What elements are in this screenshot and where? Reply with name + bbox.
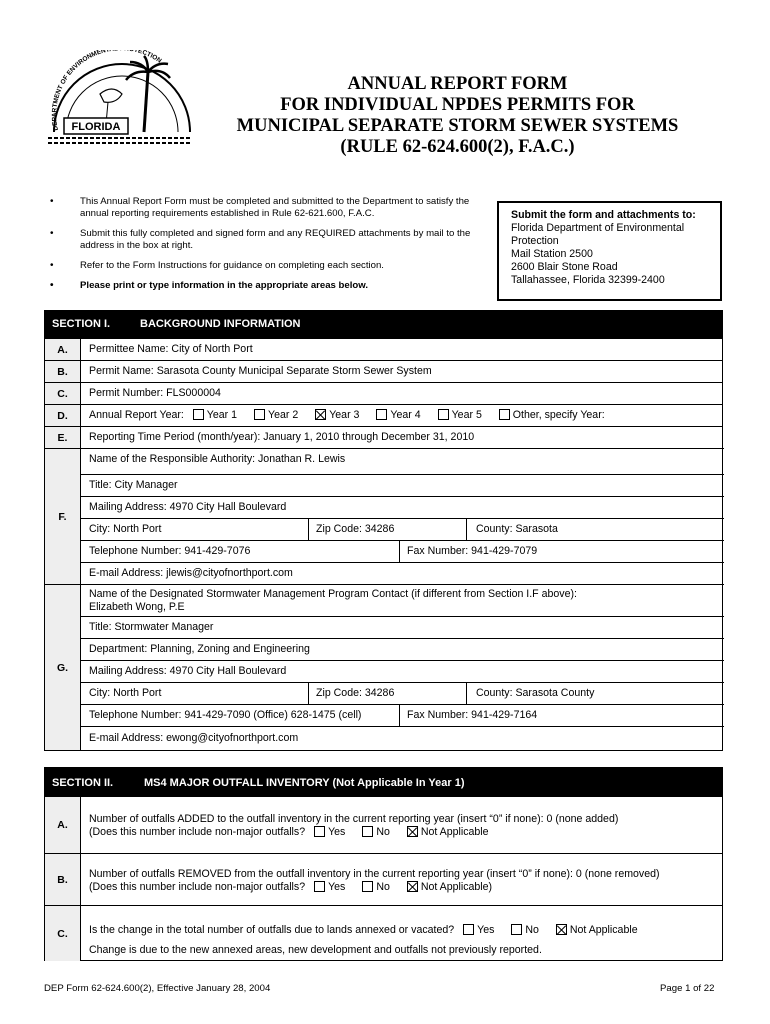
responsible-authority-field[interactable]: Name of the Responsible Authority: Jonathan R. Lewis	[89, 453, 346, 465]
row-2a	[45, 797, 722, 853]
year-1-checkbox[interactable]	[193, 409, 204, 420]
outfalls-removed-field[interactable]: Number of outfalls REMOVED from the outfall inventory in the current reporting year (insert “0” if none): 0 (none removed) (Does this number include non-major outfalls? Yes No Not Applicable)	[89, 868, 660, 893]
year-3-checkbox[interactable]	[315, 409, 326, 420]
g-phone-field[interactable]: Telephone Number: 941-429-7090 (Office) 628-1475 (cell)	[89, 709, 362, 721]
row-label: B.	[45, 854, 81, 905]
row-label: A.	[45, 797, 81, 853]
f-fax-field[interactable]: Fax Number: 941-429-7079	[407, 545, 538, 557]
submit-line: Protection	[511, 235, 559, 247]
row-2b	[45, 853, 722, 905]
row-d	[45, 404, 722, 426]
section-2-table	[44, 797, 723, 961]
g-city-row	[81, 682, 724, 704]
f-city-row	[81, 518, 724, 540]
row-label: B.	[45, 361, 81, 382]
annual-report-year-field: Annual Report Year: Year 1 Year 2 Year 3 Year 4 Year 5 Other, specify Year:	[89, 409, 605, 421]
logo-arc-text: DEPARTMENT OF ENVIRONMENT TECTION	[51, 50, 163, 132]
f-phone-field[interactable]: Telephone Number: 941-429-7076	[89, 545, 251, 557]
year-2-checkbox[interactable]	[254, 409, 265, 420]
outfalls-change-field[interactable]: Is the change in the total number of outfalls due to lands annexed or vacated? Yes No Not Applicable Change is due to the new annexed areas, new development and outfalls not previously reported.	[89, 924, 638, 956]
row-c	[45, 382, 722, 404]
row-label: D.	[45, 405, 81, 426]
2b-na-checkbox[interactable]	[407, 881, 418, 892]
g-zip-field[interactable]: Zip Code: 34286	[316, 687, 395, 699]
2a-no-checkbox[interactable]	[362, 826, 373, 837]
submit-heading: Submit the form and attachments to:	[511, 209, 696, 221]
section-1-header	[44, 310, 723, 338]
g-city-field[interactable]: City: North Port	[89, 687, 162, 699]
logo-florida-text: FLORIDA	[71, 121, 121, 133]
group-label: G.	[45, 584, 81, 750]
f-title-row	[81, 474, 724, 496]
instruction-item: • Submit this fully completed and signed form and any REQUIRED attachments by mail to the address in the box at right.	[50, 228, 471, 251]
row-label: A.	[45, 339, 81, 360]
f-mailing-address-field[interactable]: Mailing Address: 4970 City Hall Boulevard	[89, 501, 287, 513]
g-mailing-address-field[interactable]: Mailing Address: 4970 City Hall Boulevard	[89, 665, 287, 677]
submit-line: 2600 Blair Stone Road	[511, 261, 618, 273]
row-a	[45, 338, 722, 360]
section-2-header	[44, 767, 723, 797]
g-title-row	[81, 616, 724, 638]
f-email-field[interactable]: E-mail Address: jlewis@cityofnorthport.com	[89, 567, 293, 579]
instructions-list	[44, 196, 484, 298]
g-email-field[interactable]: E-mail Address: ewong@cityofnorthport.com	[89, 732, 299, 744]
2c-na-checkbox[interactable]	[556, 924, 567, 935]
f-phone-row	[81, 540, 724, 562]
title-line-1: ANNUAL REPORT FORM	[347, 74, 568, 94]
g-dept-row	[81, 638, 724, 660]
footer-page-number: Page 1 of 22	[660, 983, 715, 994]
row-e	[45, 426, 722, 448]
title-line-4: (RULE 62-624.600(2), F.A.C.)	[340, 137, 575, 157]
instruction-item: • This Annual Report Form must be completed and submitted to the Department to satisfy the annual reporting requirements established in Rule 62-621.600, F.A.C.	[50, 196, 470, 219]
section-2-number: SECTION II.	[52, 777, 114, 789]
year-4-checkbox[interactable]	[376, 409, 387, 420]
2b-yes-checkbox[interactable]	[314, 881, 325, 892]
permit-name-field[interactable]: Permit Name: Sarasota County Municipal Separate Storm Sewer System	[89, 365, 432, 377]
2a-yes-checkbox[interactable]	[314, 826, 325, 837]
group-label: F.	[45, 448, 81, 584]
g-phone-row	[81, 704, 724, 726]
section-2-title: MS4 MAJOR OUTFALL INVENTORY (Not Applicable In Year 1)	[144, 777, 465, 789]
other-year-checkbox[interactable]	[499, 409, 510, 420]
permit-number-field[interactable]: Permit Number: FLS000004	[89, 387, 221, 399]
g-county-field[interactable]: County: Sarasota County	[476, 687, 595, 699]
g-title-field[interactable]: Title: Stormwater Manager	[89, 621, 214, 633]
outfalls-added-field[interactable]: Number of outfalls ADDED to the outfall inventory in the current reporting year (insert “0” if none): 0 (none added) (Does this number include non-major outfalls? Yes No Not Applicable	[89, 813, 619, 838]
footer-form-id: DEP Form 62-624.600(2), Effective January 28, 2004	[44, 983, 271, 994]
row-2c	[45, 905, 722, 961]
row-label: C.	[45, 383, 81, 404]
submit-line: Mail Station 2500	[511, 248, 593, 260]
section-1-number: SECTION I.	[52, 318, 111, 330]
f-zip-field[interactable]: Zip Code: 34286	[316, 523, 395, 535]
section-1-table	[44, 338, 723, 751]
reporting-period-field[interactable]: Reporting Time Period (month/year): January 1, 2010 through December 31, 2010	[89, 431, 475, 443]
submit-address-box	[497, 201, 722, 301]
f-email-row	[81, 562, 724, 584]
g-department-field[interactable]: Department: Planning, Zoning and Engineering	[89, 643, 310, 655]
f-city-field[interactable]: City: North Port	[89, 523, 162, 535]
2c-no-checkbox[interactable]	[511, 924, 522, 935]
g-fax-field[interactable]: Fax Number: 941-429-7164	[407, 709, 538, 721]
dep-seal-logo	[44, 50, 194, 150]
2c-yes-checkbox[interactable]	[463, 924, 474, 935]
submit-line: Florida Department of Environmental	[511, 222, 685, 234]
row-label: E.	[45, 427, 81, 448]
f-county-field[interactable]: County: Sarasota	[476, 523, 558, 535]
g-name-row	[81, 584, 724, 616]
instruction-item: • Refer to the Form Instructions for guidance on completing each section.	[50, 260, 384, 271]
f-name-row	[81, 448, 724, 470]
f-title-field[interactable]: Title: City Manager	[89, 479, 178, 491]
g-contact-name-field[interactable]: Name of the Designated Stormwater Management Program Contact (if different from Section I.F above): Elizabeth Wong, P.E	[89, 588, 577, 613]
permittee-name-field[interactable]: Permittee Name: City of North Port	[89, 343, 253, 355]
instruction-item: • Please print or type information in the appropriate areas below.	[50, 280, 369, 291]
title-line-2: FOR INDIVIDUAL NPDES PERMITS FOR	[280, 95, 635, 115]
row-b	[45, 360, 722, 382]
g-mailing-row	[81, 660, 724, 682]
submit-line: Tallahassee, Florida 32399-2400	[511, 274, 665, 286]
section-1-title: BACKGROUND INFORMATION	[140, 318, 301, 330]
f-mailing-row	[81, 496, 724, 518]
year-5-checkbox[interactable]	[438, 409, 449, 420]
form-title	[205, 74, 710, 158]
g-email-row	[81, 726, 724, 750]
2b-no-checkbox[interactable]	[362, 881, 373, 892]
title-line-3: MUNICIPAL SEPARATE STORM SEWER SYSTEMS	[236, 116, 679, 136]
2a-na-checkbox[interactable]	[407, 826, 418, 837]
row-label: C.	[45, 906, 81, 961]
